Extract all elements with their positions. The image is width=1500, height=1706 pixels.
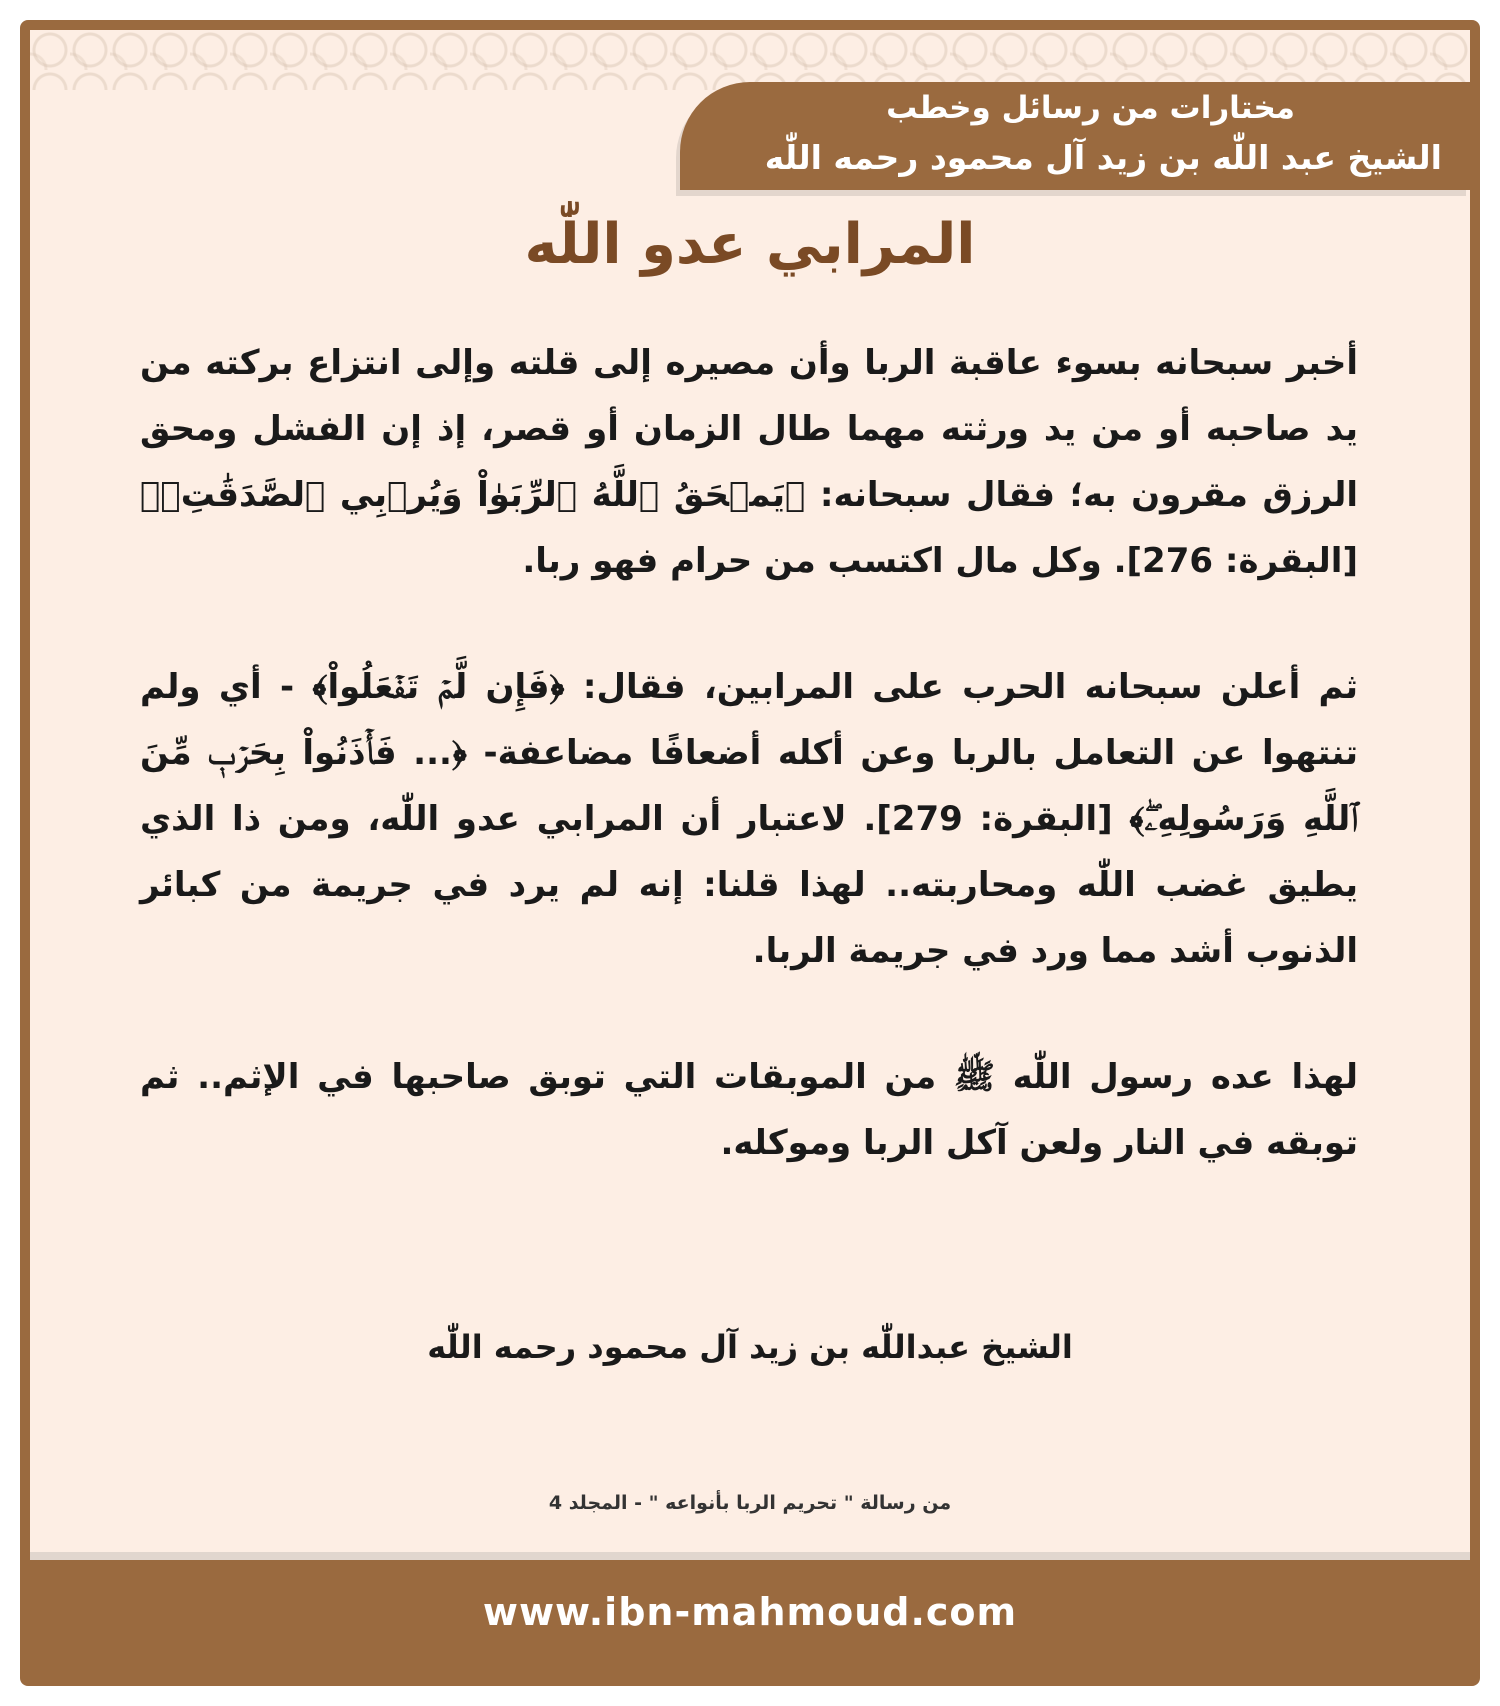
author-signature: الشيخ عبداللّٰه بن زيد آل محمود رحمه اللّٰه (427, 1328, 1073, 1366)
content-panel (30, 30, 1470, 1560)
paragraph-3: لهذا عده رسول اللّٰه ﷺ من الموبقات التي توبق صاحبها في الإثم.. ثم توبقه في النار ولعن آكل الربا وموكله. (140, 1057, 1358, 1163)
source-citation: من رسالة " تحريم الربا بأنواعه " - المجلد 4 (548, 1492, 952, 1514)
header-author: الشيخ عبد اللّٰه بن زيد آل محمود رحمه اللّٰه (764, 138, 1442, 177)
website-link[interactable]: www.ibn-mahmoud.com (482, 1590, 1018, 1634)
header-subtitle: مختارات من رسائل وخطب (886, 90, 1295, 126)
divider (30, 1552, 1470, 1560)
header-banner (680, 82, 1470, 190)
paragraph-1: أخبر سبحانه بسوء عاقبة الربا وأن مصيره إلى قلته وإلى انتزاع بركته من يد صاحبه أو من يد ورثته مهما طال الزمان أو قصر، إذ إن الفشل ومحق الرزق مقرون به؛ فقال سبحانه: ﴿يَمۡحَقُ ٱللَّهُ ٱلرِّبَوٰاْ وَيُرۡبِي ٱلصَّدَقَٰتِۗ﴾ [البقرة: 276]. وكل مال اكتسب من حرام فهو ربا. (140, 343, 1358, 581)
article-body (140, 330, 1358, 1236)
decorative-pattern (30, 30, 1470, 90)
article-title: المرابي عدو اللّٰه (524, 212, 976, 277)
paragraph-2: ثم أعلن سبحانه الحرب على المرابين، فقال: ﴿فَإِن لَّمۡ تَفۡعَلُواْ﴾ - أي ولم تنتهوا عن التعامل بالربا وعن أكله أضعافًا مضاعفة- ﴿... فَأۡذَنُواْ بِحَرۡبٖ مِّنَ ٱللَّهِ وَرَسُولِهِۦۖ﴾ [البقرة: 279]. لاعتبار أن المرابي عدو اللّٰه، ومن ذا الذي يطيق غضب اللّٰه ومحاربته.. لهذا قلنا: إنه لم يرد في جريمة من كبائر الذنوب أشد مما ورد في جريمة الربا. (140, 667, 1358, 971)
